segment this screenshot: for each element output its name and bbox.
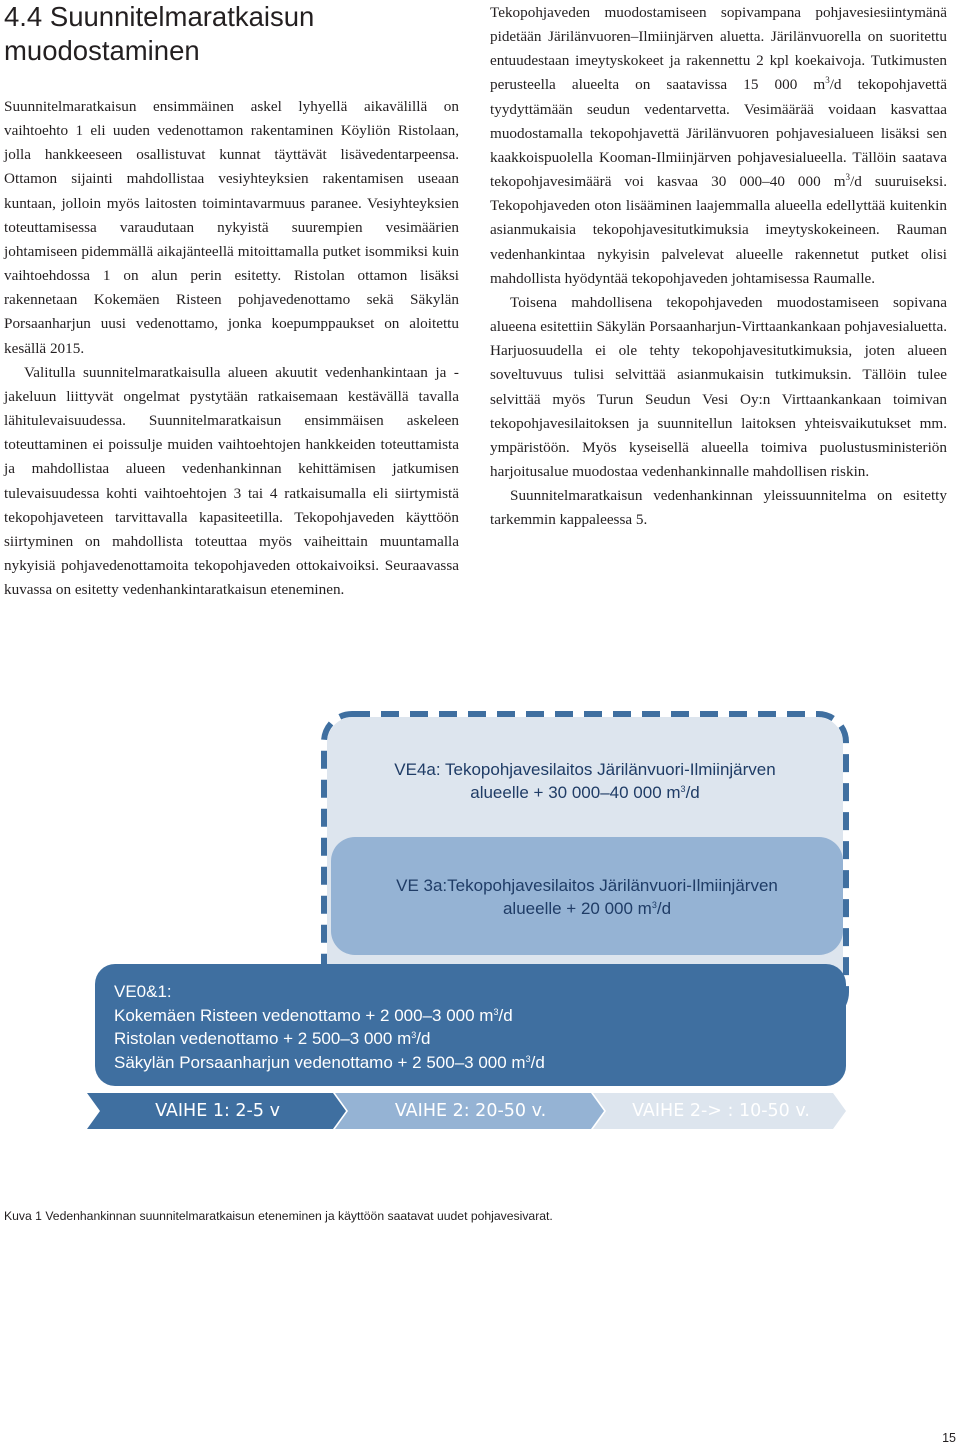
- ve3a-line-2: alueelle + 20 000 $m^3/d$: [502, 899, 672, 918]
- water-supply-diagram: [0, 700, 960, 1140]
- phase-2-label: VAIHE 2: 20-50 v.: [394, 1101, 547, 1121]
- phase-1-label: VAIHE 1: 2-5 v: [155, 1101, 280, 1121]
- right-column: [490, 1, 947, 532]
- heading-line-1: 4.4 Suunnitelmaratkaisun: [4, 1, 315, 32]
- section-heading: [4, 0, 454, 68]
- page-number: 15: [942, 1431, 956, 1445]
- ve0-line-4: Säkylän Porsaanharjun vedenottamo + 2 500–3 000 $m^3/d$: [114, 1052, 545, 1072]
- right-paragraph-2: Toisena mahdollisena tekopohjaveden muodostamiseen sopivana alueena esitettiin Säkylän Porsaanharjun-Virttaankankaan pohjavesialuetta. Harjuosuudella ei ole tehty tekopohjavesitutkimuksia, joten alueen soveltuvuus tulisi selvittää asianmukaisin tutkimuksin. Tällöin tulee selvittää myös Turun Seudun Vesi Oy:n Virttaankankaan toimivan tekopohjavesilaitoksen ja suunnitellun laitoksen yhteisvaikutukset mm. ympäristöön. Myös kyseisellä alueella toimiva puolustusministeriön harjoitusalue muodostaa vedenhankinnalle mahdollisen riskin.: [490, 293, 947, 480]
- ve0-line-3: Ristolan vedenottamo + 2 500–3 000 $m^3/d$: [114, 1029, 431, 1048]
- figure-caption: Kuva 1 Vedenhankinnan suunnitelmaratkaisun eteneminen ja käyttöön saatavat uudet pohjavesivarat.: [4, 1209, 553, 1223]
- ve0-line-1: VE0&1:: [114, 982, 172, 1001]
- left-column: [4, 95, 459, 602]
- ve0-box: [95, 964, 846, 1086]
- right-paragraph-3: Suunnitelmaratkaisun vedenhankinnan yleissuunnitelma on esitetty tarkemmin kappaleessa 5.: [490, 487, 947, 529]
- ve0-line-2: Kokemäen Risteen vedenottamo + 2 000–3 000 $m^3/d$: [114, 1005, 513, 1025]
- left-paragraph-1: Suunnitelmaratkaisun ensimmäinen askel lyhyellä aikavälillä on vaihtoehto 1 eli uuden vedenottamon rakentaminen Köyliön Ristolaan, jolla hankkeeseen osallistuvat kunnat täyttävät lisävedentarpeensa. Ottamon sijainti mahdollistaa vesiyhteyksien rakentamisen useaan kuntaan, jolloin myös laitosten toimintavarmuus paranee. Vesiyhteyksien toteuttamisessa varaudutaan nykyistä suurempien vesimäärien johtamiseen pidemmällä aikajänteellä mitoittamalla putket isommiksi kuin vaihtoehdossa 1 on alun perin esitetty. Ristolan ottamon lisäksi rakennetaan Kokemäen Risteen pohjavedenottamo sekä Säkylän Porsaanharjun uusi vedenottamo, jonka koepumppaukset on aloitettu kesällä 2015.: [4, 98, 459, 357]
- right-paragraph-1: Tekopohjaveden muodostamiseen sopivampana pohjavesiesiintymänä pidetään Järilänvuoren–Ilmiinjärven aluetta. Järilänvuorella on suoritettu entuudestaan imeytyskokeet ja rakennettu 2 kpl koekaivoja. Tutkimusten perusteella alueelta on saatavissa 15 000 $m^3/d$ tekopohjavettä tyydyttämään seudun vedentarvetta. Vesimäärää voidaan kasvattaa muodostamalla tekopohjavettä Järilänvuoren pohjavesialueen lisäksi sen kaakkoispuolella Kooman-Ilmiinjärven pohjavesialueella. Tällöin saatava tekopohjavesimäärä voi kasvaa 30 000–40 000 $m^3/d$ suuruiseksi. Tekopohjaveden oton lisääminen laajemmalla alueella edellyttää kuitenkin asianmukaisia tekopohjavesitutkimuksia imeytyskokeineen. Rauman vedenhankintaa nykyisin palvelevat alueelle rakennetut putket olisi mahdollista hyödyntää tekopohjaveden johtamisessa Raumalle.: [490, 4, 947, 287]
- left-paragraph-2: Valitulla suunnitelmaratkaisulla alueen akuutit vedenhankintaan ja -jakeluun liittyvät ongelmat pystytään ratkaisemaan kestävällä tavalla lähitulevaisuudessa. Suunnitelmaratkaisun ensimmäisen askeleen toteuttaminen ei poissulje muiden vaihtoehtojen hankkeiden toteuttamista ja mahdollistaa alueen vedenhankinnan kehittämisen jatkumisen tulevaisuudessa kohti vaihtoehtojen 3 tai 4 ratkaisumalla eli siirtymistä tekopohjaveteen tarvittavalla kapasiteetilla. Tekopohjaveden käyttöön siirtyminen on mahdollista toteuttaa myös vaiheittain muuntamalla nykyisiä pohjavedenottamoita tekopohjaveden ottokaivoiksi. Seuraavassa kuvassa on esitetty vedenhankintaratkaisun eteneminen.: [4, 363, 459, 599]
- ve4a-line-1: VE4a: Tekopohjavesilaitos Järilänvuori-Ilmiinjärven: [394, 760, 776, 779]
- ve3a-line-1: VE 3a:Tekopohjavesilaitos Järilänvuori-Ilmiinjärven: [396, 876, 778, 895]
- ve3a-box: [331, 837, 843, 955]
- heading-line-2: muodostaminen: [4, 35, 200, 66]
- ve4a-line-2: alueelle + 30 000–40 000 $m^3/d$: [470, 783, 700, 802]
- phase-3-label: VAIHE 2-> : 10-50 v.: [632, 1101, 810, 1121]
